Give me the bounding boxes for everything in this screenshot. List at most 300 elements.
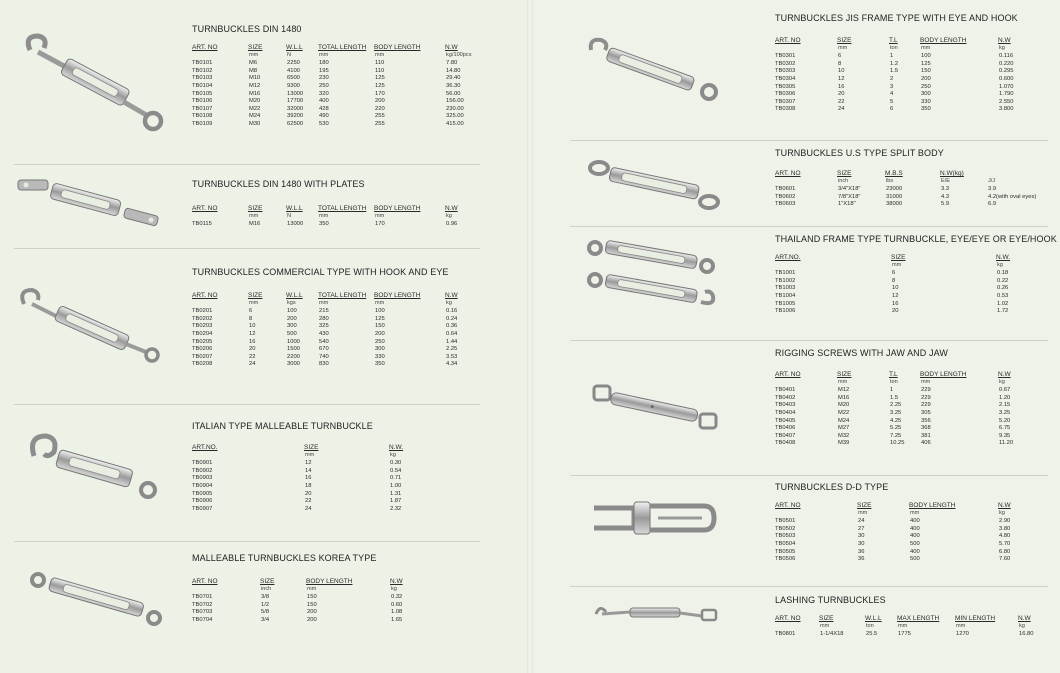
section-title: TURNBUCKLES DIN 1480 WITH PLATES <box>192 179 365 189</box>
table-cell: 350 <box>921 106 931 113</box>
unit-label: kg <box>997 261 1003 268</box>
table-cell: 100 <box>287 308 297 315</box>
column-header: SIZE <box>819 615 834 622</box>
article-number: TB0505 <box>775 548 796 555</box>
section-title: LASHING TURNBUCKLES <box>775 595 886 605</box>
column-header: SIZE <box>260 578 275 585</box>
table-cell: 2.25 <box>446 346 458 353</box>
article-number: TB0206 <box>192 346 213 353</box>
table-cell: 229 <box>921 402 931 409</box>
column-header: ART. NO <box>192 205 218 212</box>
table-cell: 830 <box>319 361 329 368</box>
unit-label: mm <box>307 585 317 592</box>
table-cell: 125 <box>375 83 385 89</box>
table-cell: 4 <box>890 91 894 98</box>
table-cell: 4.25 <box>890 417 902 424</box>
unit-label: mm <box>892 261 902 268</box>
section-title: TURNBUCKLES D-D TYPE <box>775 482 889 492</box>
table-cell: 0.54 <box>390 467 402 474</box>
table-cell: 3.3 <box>941 186 950 193</box>
table-cell: 530 <box>319 121 329 127</box>
table-cell: 381 <box>921 432 931 439</box>
dd-type-image <box>590 496 720 556</box>
column-header: W.L.L <box>286 292 303 299</box>
article-number: TB0702 <box>192 601 213 608</box>
table-cell: 180 <box>319 60 329 67</box>
table-cell: 20 <box>249 346 256 353</box>
column-header: TOTAL LENGTH <box>318 44 367 51</box>
table-cell: 5 <box>890 98 894 105</box>
table-cell: 24 <box>858 518 865 525</box>
table-cell: 300 <box>287 323 297 330</box>
table-cell: 1-1/4X18 <box>820 631 844 638</box>
table-cell: M16 <box>249 90 261 97</box>
table-cell: 200 <box>307 617 317 623</box>
column-header: ART.NO. <box>775 254 801 261</box>
unit-label: J/J <box>988 177 996 184</box>
table-cell: 156.00 <box>446 98 464 105</box>
table-cell: 13000 <box>287 90 304 97</box>
table-cell: 0.60 <box>391 601 403 608</box>
unit-label: mm <box>319 299 329 306</box>
table-cell: 36 <box>858 548 865 555</box>
table-cell: 1.08 <box>391 609 403 616</box>
table-cell: M12 <box>838 387 850 394</box>
section-divider <box>570 226 1048 227</box>
table-cell: 1.5 <box>890 68 899 75</box>
unit-label: mm <box>249 299 259 306</box>
korea-type-image <box>26 568 166 628</box>
table-cell: 4.3 <box>941 193 950 200</box>
unit-label: mm <box>838 378 848 385</box>
table-cell: 305 <box>921 410 931 416</box>
column-header: SIZE <box>248 292 263 299</box>
table-cell: 490 <box>319 113 329 120</box>
unit-label: inch <box>261 585 272 592</box>
table-cell: 200 <box>921 76 931 82</box>
table-cell: 0.30 <box>390 460 402 467</box>
table-cell: M20 <box>838 402 850 409</box>
table-cell: 24 <box>305 505 312 512</box>
article-number: TB1003 <box>775 285 796 292</box>
table-cell: 670 <box>319 346 329 353</box>
table-cell: M32 <box>838 432 850 439</box>
table-cell: 500 <box>287 331 297 337</box>
table-cell: 400 <box>910 518 920 525</box>
column-header: ART. NO <box>775 502 801 509</box>
table-cell: 0.32 <box>391 594 403 601</box>
table-cell: 20 <box>838 91 845 98</box>
table-cell: 1500 <box>287 346 300 353</box>
table-cell: 325 <box>319 323 329 330</box>
table-cell: 280 <box>319 315 329 322</box>
column-header: ART. NO <box>192 578 218 585</box>
article-number: TB0305 <box>775 83 796 90</box>
table-cell: 24 <box>249 361 256 368</box>
table-cell: M27 <box>838 425 850 432</box>
article-number: TB0404 <box>775 410 796 416</box>
table-cell: 330 <box>375 353 385 360</box>
table-cell: 0.71 <box>390 475 402 482</box>
table-cell: 6 <box>249 308 253 315</box>
article-number: TB0108 <box>192 113 213 120</box>
section-divider <box>14 248 480 249</box>
table-cell: 0.295 <box>999 68 1014 75</box>
table-cell: 1.31 <box>390 490 402 497</box>
article-number: TB0101 <box>192 60 213 67</box>
unit-label: kg <box>390 451 396 458</box>
table-cell: 125 <box>375 315 385 322</box>
table-cell: 12 <box>838 76 845 82</box>
column-header: ART. NO <box>775 170 801 177</box>
column-header: ART. NO <box>775 371 801 378</box>
section-title: THAILAND FRAME TYPE TURNBUCKLE, EYE/EYE OR EYE/HOOK <box>775 234 1057 244</box>
table-cell: 14.80 <box>446 67 461 74</box>
table-cell: 22 <box>838 98 845 105</box>
table-cell: 7.25 <box>890 432 902 439</box>
table-cell: 0.96 <box>446 221 458 228</box>
table-cell: 1/2 <box>261 601 270 608</box>
table-cell: 5/8 <box>261 609 270 616</box>
table-cell: 255 <box>375 121 385 127</box>
column-header: W.L.L <box>286 205 303 212</box>
table-cell: 7/8"X18" <box>838 193 861 200</box>
article-number: TB0308 <box>775 106 796 113</box>
table-cell: 428 <box>319 105 329 112</box>
unit-label: lbs <box>886 177 894 184</box>
table-cell: 1.65 <box>391 617 403 623</box>
table-cell: 250 <box>319 83 329 89</box>
unit-label: mm <box>375 212 385 219</box>
table-cell: 32000 <box>287 105 304 112</box>
unit-label: mm <box>319 51 329 58</box>
table-cell: 6.75 <box>999 425 1011 432</box>
column-header: T.L <box>889 371 898 378</box>
article-number: TB0303 <box>775 68 796 75</box>
article-number: TB1006 <box>775 308 796 315</box>
table-cell: 5.25 <box>890 425 902 432</box>
article-number: TB0307 <box>775 98 796 105</box>
article-number: TB0115 <box>192 221 212 228</box>
table-cell: 38000 <box>886 201 903 208</box>
unit-label: mm <box>820 622 830 629</box>
unit-label: mm <box>858 509 868 516</box>
unit-label: E/E <box>941 177 951 184</box>
table-cell: M16 <box>249 221 261 228</box>
table-cell: 540 <box>319 338 329 345</box>
article-number: TB1001 <box>775 270 796 277</box>
article-number: TB0703 <box>192 609 213 616</box>
column-header: W.L.L <box>286 44 303 51</box>
table-cell: 10 <box>838 68 845 75</box>
table-cell: 6 <box>838 53 842 60</box>
table-cell: 1270 <box>956 631 969 638</box>
unit-label: mm <box>375 299 385 306</box>
article-number: TB0302 <box>775 60 796 67</box>
column-header: SIZE <box>837 37 852 44</box>
unit-label: mm <box>305 451 315 458</box>
table-cell: 14 <box>305 467 312 474</box>
column-header: W.L.L <box>865 615 882 622</box>
column-header: SIZE <box>891 254 906 261</box>
article-number: TB0201 <box>192 308 213 315</box>
table-cell: M30 <box>249 121 261 127</box>
table-cell: 10.25 <box>890 440 905 447</box>
table-cell: 16 <box>249 338 256 345</box>
table-cell: 255 <box>375 113 385 120</box>
table-cell: 27 <box>858 525 865 532</box>
column-header: SIZE <box>857 502 872 509</box>
table-cell: 6500 <box>287 75 300 82</box>
unit-label: N <box>287 212 292 219</box>
table-cell: 6.80 <box>999 548 1011 555</box>
table-cell: 2200 <box>287 353 300 360</box>
article-number: TB0405 <box>775 417 796 424</box>
table-cell: 30 <box>858 533 865 540</box>
column-header: SIZE <box>248 205 263 212</box>
table-cell: 5.20 <box>999 417 1011 424</box>
article-number: TB0506 <box>775 556 796 563</box>
table-cell: 3.800 <box>999 106 1014 113</box>
table-cell: M22 <box>838 410 850 416</box>
table-cell: 1.070 <box>999 83 1014 90</box>
column-header: SIZE <box>837 170 852 177</box>
commercial-hook-eye-image <box>12 286 162 366</box>
table-cell: 5.70 <box>999 541 1011 547</box>
table-cell: 300 <box>375 346 385 353</box>
table-cell: 300 <box>921 91 931 98</box>
rigging-screw-jaw-image <box>590 378 720 438</box>
table-cell: 150 <box>375 323 385 330</box>
table-cell: 170 <box>375 221 385 228</box>
article-number: TB1002 <box>775 277 796 284</box>
article-number: TB0704 <box>192 617 213 623</box>
table-cell: 0.67 <box>999 387 1011 394</box>
article-number: TB0208 <box>192 361 213 368</box>
table-cell: 1.87 <box>390 498 402 505</box>
table-cell: 200 <box>287 315 297 322</box>
column-header: N.W <box>998 37 1011 44</box>
table-cell: 25.5 <box>866 631 878 638</box>
column-header: TOTAL LENGTH <box>318 292 367 299</box>
article-number: TB0306 <box>775 91 796 98</box>
section-divider <box>570 586 1048 587</box>
table-cell: 1.20 <box>999 394 1011 401</box>
column-header: M.B.S <box>885 170 903 177</box>
unit-label: kg <box>999 44 1005 51</box>
table-cell: 150 <box>307 594 317 601</box>
table-cell: 400 <box>319 98 329 105</box>
table-cell: 229 <box>921 394 931 401</box>
table-cell: M8 <box>249 67 258 74</box>
table-cell: 100 <box>921 53 931 60</box>
table-cell: 20 <box>892 308 899 315</box>
table-cell: M39 <box>838 440 850 447</box>
table-cell: 4.80 <box>999 533 1011 540</box>
table-cell: 2.90 <box>999 518 1011 525</box>
article-number: TB0504 <box>775 541 796 547</box>
table-cell: 368 <box>921 425 931 432</box>
unit-label: kgs <box>287 299 296 306</box>
article-number: TB0401 <box>775 387 796 394</box>
table-cell: 1"X18" <box>838 201 856 208</box>
italian-malleable-image <box>22 428 162 508</box>
table-cell: 3/8 <box>261 594 270 601</box>
table-cell: M20 <box>249 98 261 105</box>
table-cell: 2250 <box>287 60 300 67</box>
column-header: BODY LENGTH <box>909 502 956 509</box>
table-cell: 3.25 <box>890 410 902 416</box>
article-number: TB0107 <box>192 105 213 112</box>
table-cell: 30 <box>858 541 865 547</box>
table-cell: 6 <box>890 106 894 113</box>
table-cell: 356 <box>921 417 931 424</box>
table-cell: 3000 <box>287 361 300 368</box>
article-number: TB0503 <box>775 533 796 540</box>
section-divider <box>570 475 1048 476</box>
table-cell: 150 <box>921 68 931 75</box>
table-cell: 125 <box>375 75 385 82</box>
article-number: TB0406 <box>775 425 796 432</box>
unit-label: kg/100pcs <box>446 51 472 58</box>
column-header: BODY LENGTH <box>920 371 967 378</box>
table-cell: 56.00 <box>446 90 461 97</box>
table-cell: 415.00 <box>446 121 464 127</box>
table-cell: 400 <box>910 525 920 532</box>
table-cell: 10 <box>892 285 899 292</box>
table-cell: 7.60 <box>999 556 1011 563</box>
article-number: TB0603 <box>775 201 796 208</box>
table-cell: 0.24 <box>446 315 458 322</box>
table-cell: 3/4 <box>261 617 270 623</box>
table-cell: 12 <box>305 460 312 467</box>
table-cell: 430 <box>319 331 329 337</box>
article-number: TB0402 <box>775 394 796 401</box>
table-cell: 7.80 <box>446 60 458 67</box>
table-cell: 0.600 <box>999 76 1014 82</box>
section-title: ITALIAN TYPE MALLEABLE TURNBUCKLE <box>192 421 373 431</box>
table-cell: 2.25 <box>890 402 902 409</box>
column-header: N.W. <box>996 254 1011 261</box>
unit-label: kg <box>999 509 1005 516</box>
table-cell: M24 <box>838 417 850 424</box>
table-cell: 220 <box>375 105 385 112</box>
unit-label: inch <box>838 177 849 184</box>
table-cell: 200 <box>375 331 385 337</box>
table-cell: 6.9 <box>988 201 997 208</box>
table-cell: 125 <box>921 60 931 67</box>
column-header: T.L <box>889 37 898 44</box>
article-number: TB0701 <box>192 594 213 601</box>
column-header: SIZE <box>248 44 263 51</box>
table-cell: 3.25 <box>999 410 1011 416</box>
table-cell: 1.5 <box>890 394 899 401</box>
section-title: TURNBUCKLES COMMERCIAL TYPE WITH HOOK AND EYE <box>192 267 449 277</box>
table-cell: 0.64 <box>446 331 458 337</box>
table-cell: 8 <box>249 315 253 322</box>
table-cell: 16 <box>838 83 845 90</box>
table-cell: 110 <box>375 67 385 74</box>
table-cell: 4100 <box>287 67 300 74</box>
table-cell: 20 <box>305 490 312 497</box>
table-cell: 110 <box>375 60 385 67</box>
table-cell: 13000 <box>287 221 304 228</box>
column-header: BODY LENGTH <box>374 44 421 51</box>
table-cell: 200 <box>307 609 317 616</box>
article-number: TB0301 <box>775 53 796 60</box>
table-cell: 325.00 <box>446 113 464 120</box>
column-header: BODY LENGTH <box>374 292 421 299</box>
table-cell: 250 <box>375 338 385 345</box>
article-number: TB0205 <box>192 338 213 345</box>
table-cell: 2.32 <box>390 505 402 512</box>
table-cell: 1 <box>890 53 894 60</box>
table-cell: M10 <box>249 75 261 82</box>
table-cell: 4.2(with oval eyes) <box>988 193 1037 200</box>
table-cell: 2.15 <box>999 402 1011 409</box>
table-cell: M6 <box>249 60 258 67</box>
table-cell: 62500 <box>287 121 304 127</box>
column-header: N.W <box>445 292 458 299</box>
table-cell: 16 <box>892 300 899 307</box>
article-number: TB0903 <box>192 475 213 482</box>
table-cell: 0.22 <box>997 277 1009 284</box>
article-number: TB0203 <box>192 323 213 330</box>
unit-label: mm <box>375 51 385 58</box>
table-cell: 11.20 <box>999 440 1014 447</box>
table-cell: 31000 <box>886 193 903 200</box>
article-number: TB0104 <box>192 83 213 89</box>
article-number: TB1004 <box>775 293 796 299</box>
unit-label: mm <box>898 622 908 629</box>
table-cell: 22 <box>305 498 312 505</box>
unit-label: mm <box>921 378 931 385</box>
article-number: TB0207 <box>192 353 213 360</box>
column-header: ART. NO <box>775 615 801 622</box>
unit-label: mm <box>910 509 920 516</box>
table-cell: 2.550 <box>999 98 1014 105</box>
article-number: TB0907 <box>192 505 213 512</box>
table-cell: 320 <box>319 90 329 97</box>
table-cell: 1775 <box>898 631 911 638</box>
table-cell: 3.80 <box>999 525 1011 532</box>
article-number: TB0204 <box>192 331 213 337</box>
table-cell: 195 <box>319 67 329 74</box>
table-cell: 500 <box>910 541 920 547</box>
table-cell: 22 <box>249 353 256 360</box>
table-cell: 215 <box>319 308 329 315</box>
column-header: ART.NO. <box>192 444 218 451</box>
table-cell: 350 <box>319 221 329 228</box>
table-cell: 229 <box>921 387 931 394</box>
table-cell: 10 <box>249 323 256 330</box>
table-cell: 740 <box>319 353 329 360</box>
article-number: TB0109 <box>192 121 213 127</box>
table-cell: 9.35 <box>999 432 1011 439</box>
column-header: TOTAL LENGTH <box>318 205 367 212</box>
section-divider <box>570 140 1048 141</box>
column-header: N.W <box>390 578 403 585</box>
table-cell: 9300 <box>287 83 300 89</box>
article-number: TB1005 <box>775 300 796 307</box>
table-cell: 200 <box>375 98 385 105</box>
table-cell: 1 <box>890 387 894 394</box>
table-cell: 0.220 <box>999 60 1014 67</box>
article-number: TB0407 <box>775 432 796 439</box>
column-header: N.W. <box>389 444 404 451</box>
table-cell: 500 <box>910 556 920 563</box>
column-header: N.W <box>445 44 458 51</box>
